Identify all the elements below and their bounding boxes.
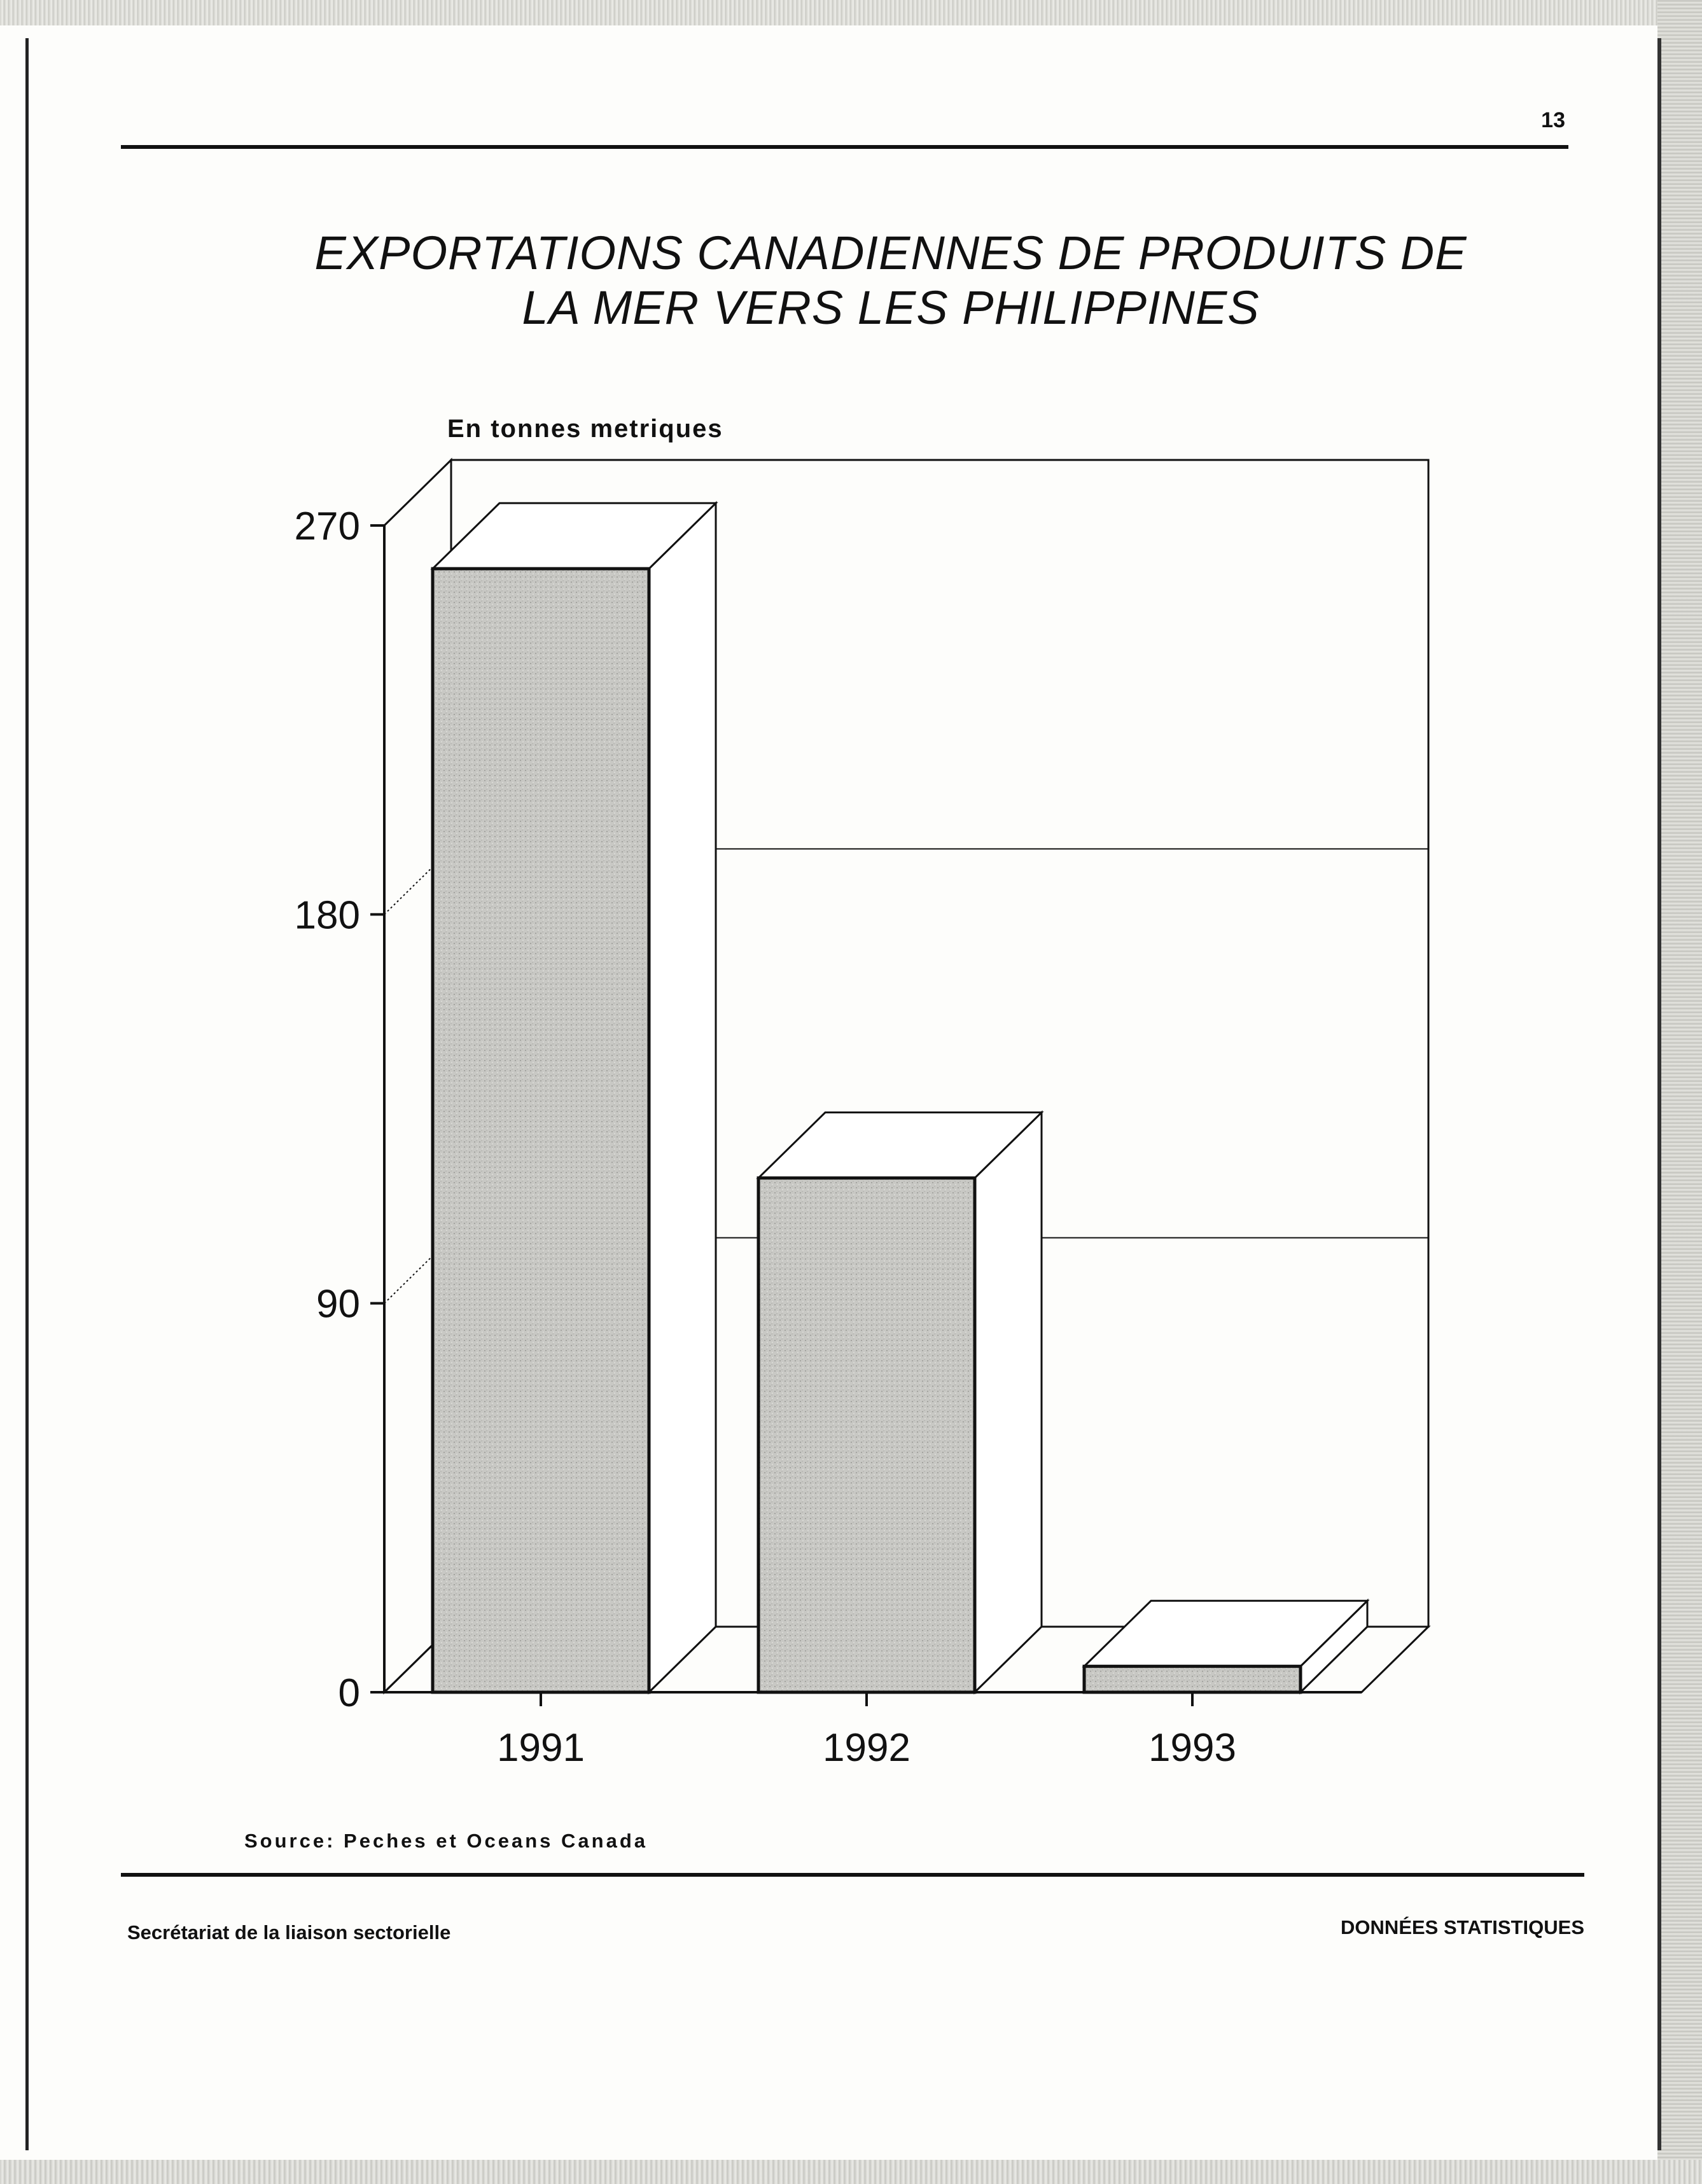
bar-1991	[433, 569, 649, 1692]
y-tick-label: 0	[338, 1671, 360, 1715]
bar-1992	[758, 1178, 975, 1692]
y-tick-label: 270	[294, 504, 360, 548]
source-note: Source: Peches et Oceans Canada	[244, 1830, 648, 1852]
footer-rule	[121, 1873, 1584, 1877]
chart-title-line-2: LA MER VERS LES PHILIPPINES	[522, 281, 1260, 334]
x-tick-label: 1992	[823, 1726, 910, 1770]
bar-1993	[1084, 1666, 1301, 1692]
bar-side-face	[975, 1113, 1042, 1692]
x-tick-label: 1993	[1148, 1726, 1236, 1770]
footer-left-label: Secrétariat de la liaison sectorielle	[127, 1921, 451, 1944]
chart-title-line-1: EXPORTATIONS CANADIENNES DE PRODUITS DE	[314, 226, 1467, 279]
footer-right-label: DONNÉES STATISTIQUES	[1341, 1916, 1584, 1938]
bar-side-face	[649, 503, 716, 1692]
x-tick-label: 1991	[497, 1726, 585, 1770]
y-axis-unit-label: En tonnes metriques	[447, 415, 723, 443]
y-tick-label: 180	[294, 893, 360, 938]
page-number: 13	[1541, 108, 1565, 132]
y-tick-label: 90	[316, 1282, 360, 1326]
